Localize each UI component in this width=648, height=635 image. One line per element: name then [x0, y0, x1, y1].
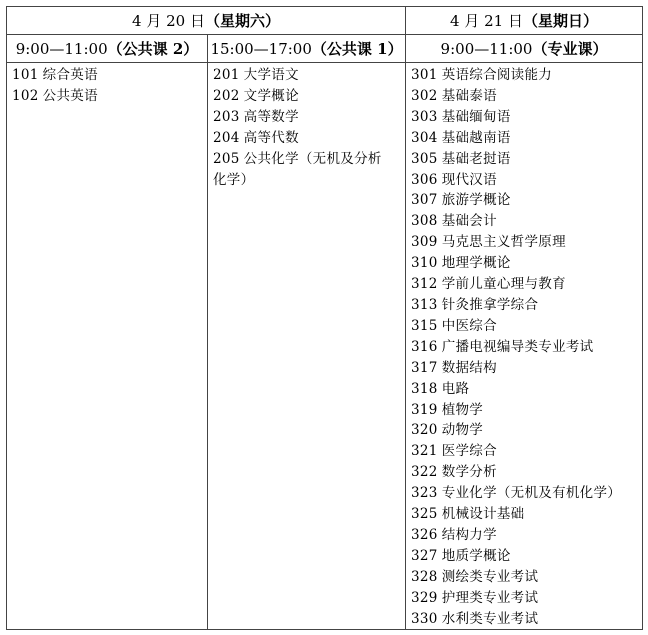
subject-item	[411, 65, 636, 86]
subject-code: 205	[213, 150, 240, 167]
subject-item	[411, 190, 636, 211]
subject-item	[12, 86, 201, 107]
subject-item	[213, 65, 399, 86]
slot3-time: 9:00—11:00	[440, 40, 533, 58]
subject-name: 公共化学（无机及分析	[243, 150, 382, 167]
subject-code: 312	[411, 276, 438, 293]
subject-item	[411, 420, 636, 441]
subject-code: 320	[411, 422, 438, 439]
subject-name: 护理类专业考试	[441, 589, 539, 606]
subject-code: 202	[213, 87, 240, 104]
subject-item	[411, 86, 636, 107]
subject-name: 大学语文	[243, 67, 299, 83]
subject-item	[213, 86, 399, 107]
subject-code: 316	[411, 338, 438, 355]
subject-name: 基础老挝语	[441, 150, 511, 167]
subject-code: 310	[411, 255, 438, 272]
subject-code: 319	[411, 401, 438, 418]
subject-code: 322	[411, 464, 438, 481]
subject-name: 地质学概论	[441, 547, 511, 564]
subject-name: 综合英语	[42, 67, 98, 83]
subject-name: 植物学	[441, 401, 484, 418]
subject-name: 广播电视编导类专业考试	[441, 338, 594, 355]
col3-subject-list	[411, 65, 636, 629]
subject-code: 201	[213, 67, 240, 83]
subject-item	[411, 232, 636, 253]
subject-name: 文学概论	[243, 87, 299, 104]
day1-date: 4 月 20 日	[132, 12, 205, 30]
subject-name: 数学分析	[441, 464, 497, 481]
subject-name: 基础缅甸语	[441, 108, 511, 125]
subject-item	[12, 65, 201, 86]
day1-header	[7, 7, 406, 35]
subject-name: 机械设计基础	[441, 506, 525, 523]
subject-item	[411, 149, 636, 170]
subject-item	[411, 337, 636, 358]
exam-schedule-table	[6, 6, 643, 630]
subject-code: 318	[411, 380, 438, 397]
subject-item	[411, 379, 636, 400]
slot3-label: （专业课）	[532, 40, 608, 58]
subject-name: 地理学概论	[441, 255, 511, 272]
subject-name: 现代汉语	[441, 171, 497, 188]
day2-date: 4 月 21 日	[450, 12, 523, 30]
subject-item	[411, 400, 636, 421]
subject-name: 学前儿童心理与教育	[441, 276, 566, 293]
subject-name: 公共英语	[42, 87, 98, 104]
subject-item	[411, 483, 636, 504]
subject-item	[411, 107, 636, 128]
subject-name: 结构力学	[441, 526, 497, 543]
subject-item	[411, 462, 636, 483]
exam-schedule-page	[6, 6, 642, 629]
subject-name: 针灸推拿学综合	[441, 296, 539, 313]
day2-header	[406, 7, 643, 35]
subject-code: 308	[411, 213, 438, 230]
subject-item	[411, 253, 636, 274]
subject-name: 动物学	[441, 422, 484, 439]
col2-subject-list	[213, 65, 399, 190]
subject-code: 306	[411, 171, 438, 188]
subject-name: 高等数学	[243, 108, 299, 125]
subject-code: 203	[213, 108, 240, 125]
day1-weekday: （星期六）	[204, 12, 280, 30]
subject-code: 325	[411, 506, 438, 523]
subject-code: 307	[411, 192, 438, 209]
subject-name: 基础越南语	[441, 129, 511, 146]
subject-item	[411, 441, 636, 462]
subject-item	[411, 567, 636, 588]
subject-item	[411, 316, 636, 337]
slot1-header	[7, 35, 208, 63]
col3-subjects-cell	[406, 63, 643, 630]
subject-code: 313	[411, 296, 438, 313]
subject-name: 化学）	[213, 171, 255, 188]
subject-code: 328	[411, 568, 438, 585]
subject-name: 基础泰语	[441, 87, 497, 104]
subject-item	[411, 274, 636, 295]
subject-code: 330	[411, 610, 438, 627]
subject-code: 303	[411, 108, 438, 125]
col2-subjects-cell	[208, 63, 406, 630]
subject-name: 数据结构	[441, 359, 497, 376]
subject-code: 329	[411, 589, 438, 606]
subject-code: 302	[411, 87, 438, 104]
slot1-label: （公共课 2）	[107, 40, 199, 58]
day2-weekday: （星期日）	[522, 12, 598, 30]
subject-item	[411, 546, 636, 567]
subject-code: 102	[12, 87, 39, 104]
time-slot-row	[7, 35, 643, 63]
subject-item	[411, 295, 636, 316]
slot2-label: （公共课 1）	[311, 40, 403, 58]
slot1-time: 9:00—11:00	[15, 40, 108, 58]
subject-name: 旅游学概论	[441, 192, 511, 209]
date-header-row	[7, 7, 643, 35]
subject-item	[213, 170, 399, 191]
subject-name: 马克思主义哲学原理	[441, 234, 566, 251]
subject-name: 中医综合	[441, 317, 497, 334]
subject-item	[411, 211, 636, 232]
subject-name: 电路	[441, 380, 470, 397]
subject-code: 321	[411, 443, 438, 460]
subject-item	[213, 149, 399, 170]
subject-code: 309	[411, 234, 438, 251]
subject-item	[411, 170, 636, 191]
subject-item	[411, 525, 636, 546]
subject-item	[411, 609, 636, 630]
subject-code: 305	[411, 150, 438, 167]
col1-subjects-cell	[7, 63, 208, 630]
subject-item	[411, 358, 636, 379]
subject-name: 基础会计	[441, 213, 497, 230]
subject-name: 高等代数	[243, 129, 299, 146]
subject-name: 英语综合阅读能力	[441, 67, 553, 83]
subject-item	[213, 128, 399, 149]
subject-name: 水利类专业考试	[441, 610, 539, 627]
col1-subject-list	[12, 65, 201, 107]
subject-item	[213, 107, 399, 128]
subject-item	[411, 588, 636, 609]
slot2-header	[208, 35, 406, 63]
subject-code: 315	[411, 317, 438, 334]
subject-item	[411, 128, 636, 149]
subject-item	[411, 504, 636, 525]
subject-code: 101	[12, 67, 39, 83]
subject-code: 327	[411, 547, 438, 564]
subject-code: 204	[213, 129, 240, 146]
subject-code: 301	[411, 67, 438, 83]
subject-code: 304	[411, 129, 438, 146]
slot2-time: 15:00—17:00	[210, 40, 312, 58]
slot3-header	[406, 35, 643, 63]
subject-code: 326	[411, 526, 438, 543]
subject-name: 测绘类专业考试	[441, 568, 539, 585]
subject-name: 医学综合	[441, 443, 497, 460]
subject-name: 专业化学（无机及有机化学）	[441, 485, 622, 502]
subject-code: 317	[411, 359, 438, 376]
subject-code: 323	[411, 485, 438, 502]
subjects-row	[7, 63, 643, 630]
